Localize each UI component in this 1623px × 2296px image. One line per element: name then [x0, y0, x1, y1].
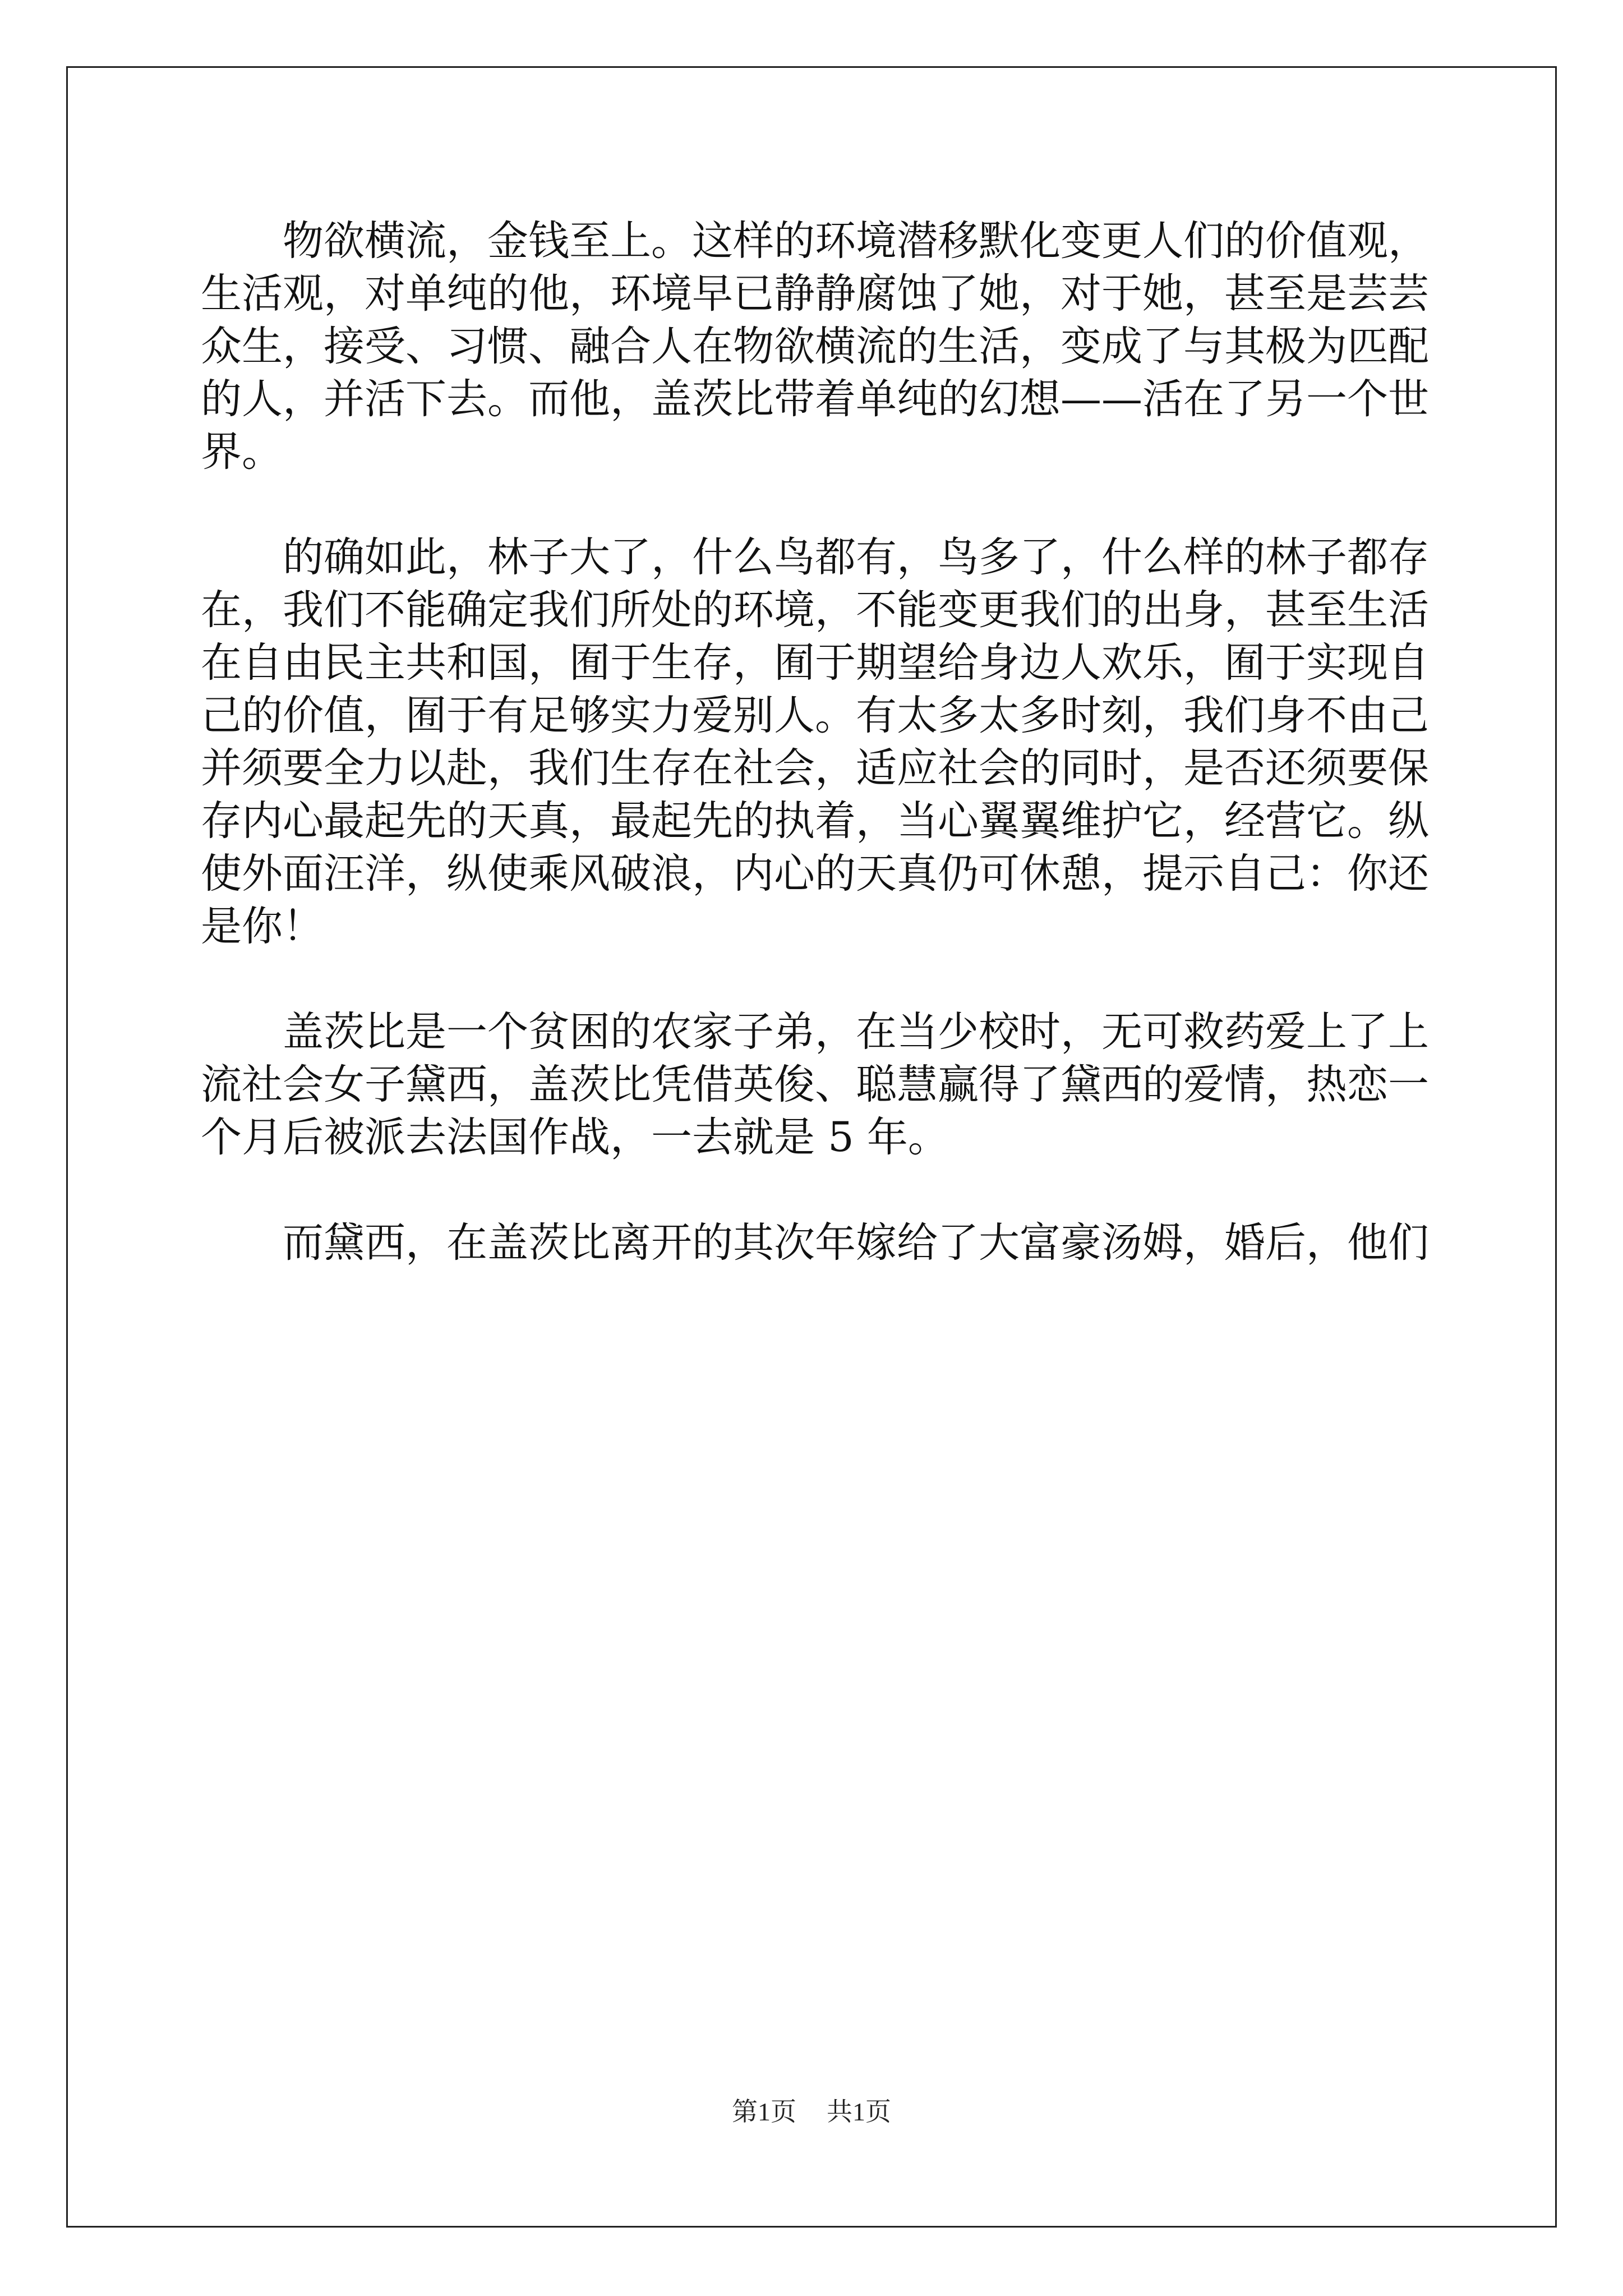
page-number: 第1页 [732, 2097, 796, 2126]
paragraph-4: 而黛西，在盖茨比离开的其次年嫁给了大富豪汤姆，婚后，他们 [283, 1219, 1429, 1267]
paragraph-2: 的确如此，林子大了，什么鸟都有，鸟多了，什么样的林子都存在，我们不能确定我们所处的环境，不能变更我们的出身，甚至生活在自由民主共和国，囿于生存，囿于期望给身边人欢乐，囿于实现自己的价值，囿于有足够实力爱别人。有太多太多时刻，我们身不由己并须要全力以赴，我们生存在社会，适应社会的同时，是否还须要保存内心最起先的天真，最起先的执着，当心翼翼维护它，经营它。纵使外面汪洋，纵使乘风破浪，内心的天真仍可休憩，提示自己：你还是你！ [201, 533, 1429, 950]
paragraph-1: 物欲横流，金钱至上。这样的环境潜移默化变更人们的价值观，生活观，对单纯的他，环境早已静静腐蚀了她，对于她，甚至是芸芸众生，接受、习惯、融合人在物欲横流的生活，变成了与其极为匹配的人，并活下去。而他，盖茨比带着单纯的幻想——活在了另一个世界。 [201, 217, 1429, 476]
page-footer [0, 2095, 1623, 2129]
document-body [201, 215, 1429, 1322]
page-total: 共1页 [827, 2097, 891, 2126]
paragraph-3: 盖茨比是一个贫困的农家子弟，在当少校时，无可救药爱上了上流社会女子黛西，盖茨比凭借英俊、聪慧赢得了黛西的爱情，热恋一个月后被派去法国作战，一去就是 5 年。 [201, 1008, 1429, 1161]
